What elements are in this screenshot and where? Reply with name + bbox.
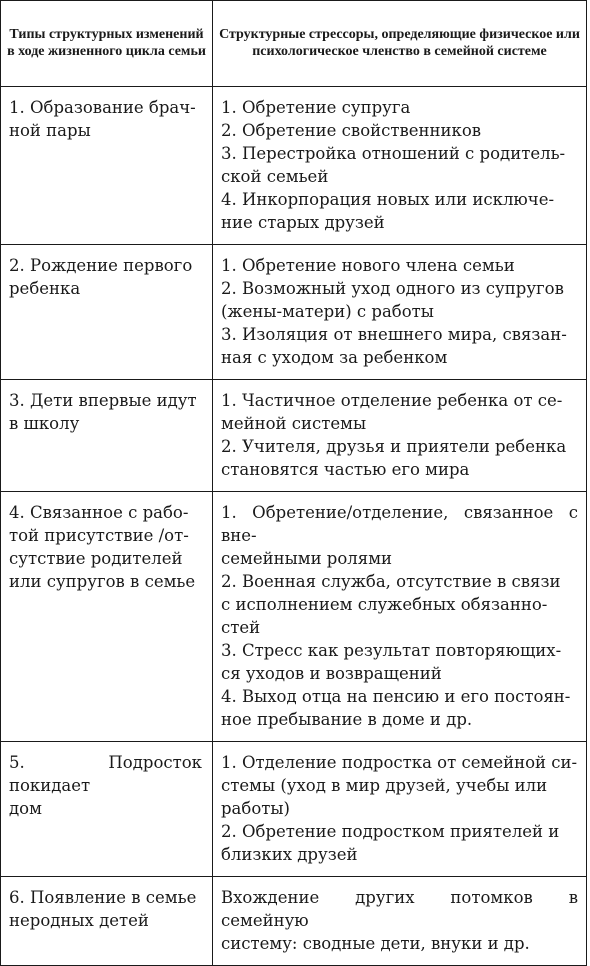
- table-row: [1, 245, 587, 380]
- stressor-text-line: 1. Отделение подростка от семейной си-: [221, 753, 578, 772]
- stage-text-line: 3. Дети впервые идут: [9, 391, 197, 410]
- stressor-text-line: ние старых друзей: [221, 213, 385, 232]
- table-row: [1, 87, 587, 245]
- stressor-text-line: 4. Инкорпорация новых или исключе-: [221, 190, 555, 209]
- stage-text-line: 6. Появление в семье: [9, 888, 197, 907]
- stage-text-line: дом: [9, 799, 42, 818]
- stressor-text-line: 1. Обретение нового члена семьи: [221, 256, 515, 275]
- stage-text-line: в школу: [9, 414, 80, 433]
- stressor-text-line: стей: [221, 618, 261, 637]
- stressor-text-line: 1. Обретение супруга: [221, 98, 411, 117]
- stressor-text-line: близких друзей: [221, 845, 358, 864]
- stage-text-line: ной пары: [9, 121, 91, 140]
- header-structural-stressors: Структурные стрессоры, определяющие физическое или психологическое членство в семейной системе: [213, 1, 587, 87]
- stressor-text-line: 2. Обретение подростком приятелей и: [221, 822, 560, 841]
- stressor-text-line: 2. Обретение свойственников: [221, 121, 482, 140]
- stage-text-line: 2. Рождение первого: [9, 256, 193, 275]
- stage-text-line: 5. Подросток покидает: [9, 753, 202, 795]
- stressor-text-line: 4. Выход отца на пенсию и его постоян-: [221, 687, 571, 706]
- stressor-text-line: 3. Перестройка отношений с родитель-: [221, 144, 566, 163]
- table-row: [1, 877, 587, 966]
- table-body: [1, 87, 587, 966]
- stressor-text-line: ся уходов и возвращений: [221, 664, 442, 683]
- stressor-text-line: (жены-матери) с работы: [221, 302, 434, 321]
- stage-cell: [1, 87, 213, 245]
- stage-cell: [1, 380, 213, 492]
- table-row: [1, 380, 587, 492]
- stressor-text-line: 2. Военная служба, отсутствие в связи: [221, 572, 561, 591]
- table-row: [1, 492, 587, 742]
- stressor-text-line: с исполнением служебных обязанно-: [221, 595, 548, 614]
- stressors-cell: [213, 492, 587, 742]
- stressor-text-line: Вхождение других потомков в семейную: [221, 888, 578, 930]
- stressor-text-line: становятся частью его мира: [221, 460, 470, 479]
- stage-cell: [1, 492, 213, 742]
- table-header-row: [1, 1, 587, 87]
- stage-cell: [1, 245, 213, 380]
- stage-text-line: 4. Связанное с рабо-: [9, 503, 189, 522]
- stressors-cell: [213, 742, 587, 877]
- stage-cell: [1, 877, 213, 966]
- stressors-cell: [213, 87, 587, 245]
- stage-text-line: ребенка: [9, 279, 81, 298]
- stressor-text-line: 1. Обретение/отделение, связанное с вне-: [221, 503, 578, 545]
- stressor-text-line: 2. Учителя, друзья и приятели ребенка: [221, 437, 567, 456]
- stage-text-line: или супругов в семье: [9, 572, 196, 591]
- stressor-text-line: систему: сводные дети, внуки и др.: [221, 934, 530, 953]
- stressor-text-line: 3. Стресс как результат повторяющих-: [221, 641, 562, 660]
- stressor-text-line: ное пребывание в доме и др.: [221, 710, 473, 729]
- stage-text-line: сутствие родителей: [9, 549, 183, 568]
- stressor-text-line: семейными ролями: [221, 549, 393, 568]
- stressors-cell: [213, 877, 587, 966]
- stressor-text-line: 3. Изоляция от внешнего мира, связан-: [221, 325, 567, 344]
- stressor-text-line: ная с уходом за ребенком: [221, 348, 448, 367]
- stressor-text-line: мейной системы: [221, 414, 367, 433]
- stressors-cell: [213, 380, 587, 492]
- stage-cell: [1, 742, 213, 877]
- stage-text-line: 1. Образование брач-: [9, 98, 196, 117]
- stressor-text-line: ской семьей: [221, 167, 329, 186]
- stage-text-line: неродных детей: [9, 911, 149, 930]
- stressor-text-line: 2. Возможный уход одного из супругов: [221, 279, 564, 298]
- stressor-text-line: стемы (уход в мир друзей, учебы или: [221, 776, 548, 795]
- stressor-text-line: работы): [221, 799, 290, 818]
- stressors-cell: [213, 245, 587, 380]
- table-row: [1, 742, 587, 877]
- stage-text-line: той присутствие /от-: [9, 526, 189, 545]
- stressor-text-line: 1. Частичное отделение ребенка от се-: [221, 391, 563, 410]
- header-change-types: Типы структурных изменений в ходе жизненного цикла семьи: [1, 1, 213, 87]
